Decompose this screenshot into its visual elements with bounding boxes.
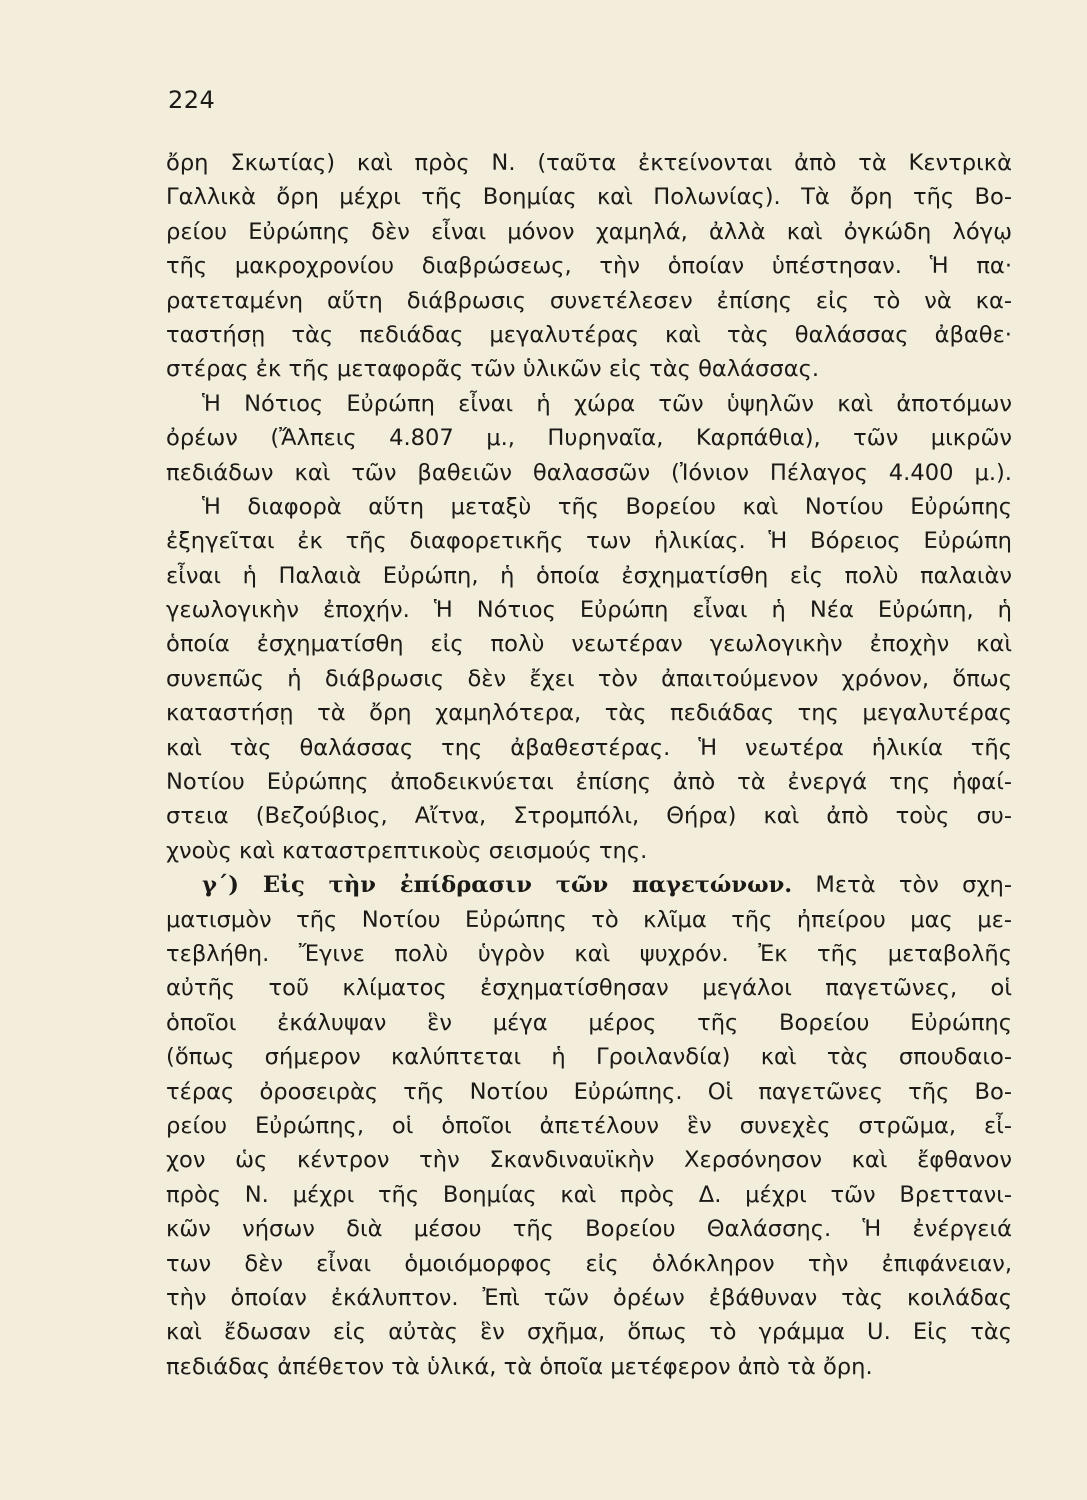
text-line-content: χον ὡς κέντρον τὴν Σκανδιναυϊκὴν Χερσόνησον καὶ ἔφθανον [166,1147,1012,1174]
text-line-content: ταστήσῃ τὰς πεδιάδας μεγαλυτέρας καὶ τὰς θαλάσσας ἀβαθε· [166,321,1012,348]
text-line-content: ρείου Εὐρώπης, οἱ ὁποῖοι ἀπετέλουν ἓν συνεχὲς στρῶμα, εἶ- [166,1112,1012,1139]
text-line-content: Γαλλικὰ ὄρη μέχρι τῆς Βοημίας καὶ Πολωνίας). Τὰ ὄρη τῆς Βο- [166,184,1012,211]
text-line-content: (ὅπως σήμερον καλύπτεται ἡ Γροιλανδία) καὶ τὰς σπουδαιο- [166,1044,1012,1071]
text-line [166,1109,1012,1143]
text-line [166,1143,1012,1177]
text-line-content: ὄρη Σκωτίας) καὶ πρὸς Ν. (ταῦτα ἐκτείνονται ἀπὸ τὰ Κεντρικὰ [166,150,1012,176]
text-line [166,868,1012,902]
text-line-content: Μετὰ τὸν σχη- [792,872,1012,899]
text-line-content: Νοτίου Εὐρώπης ἀποδεικνύεται ἐπίσης ἀπὸ τὰ ἐνεργά της ἡφαί- [166,769,1012,796]
text-line [166,765,1012,799]
text-line [166,834,1012,868]
text-line [166,1040,1012,1074]
text-line [166,490,1012,524]
text-line [166,627,1012,661]
text-line-content: συνεπῶς ἡ διάβρωσις δὲν ἔχει τὸν ἀπαιτούμενον χρόνον, ὅπως [166,665,1012,692]
text-line-content: χνοὺς καὶ καταστρεπτικοὺς σεισμούς της. [166,837,648,864]
text-line-content: στέρας ἐκ τῆς μεταφορᾶς τῶν ὑλικῶν εἰς τὰς θαλάσσας. [166,356,820,383]
text-line [166,1178,1012,1212]
text-line [166,1315,1012,1349]
text-line [166,593,1012,627]
text-line [166,180,1012,214]
text-line [166,1281,1012,1315]
text-line-content: καὶ τὰς θαλάσσας της ἀβαθεστέρας. Ἡ νεωτέρα ἡλικία τῆς [166,734,1012,761]
page-number: 224 [168,86,216,114]
text-line-content: τῆς μακροχρονίου διαβρώσεως, τὴν ὁποίαν ὑπέστησαν. Ἡ πα· [166,253,1012,280]
text-line-content: πεδιάδας ἀπέθετον τὰ ὑλικά, τὰ ὁποῖα μετέφερον ἀπὸ τὰ ὄρη. [166,1353,873,1380]
text-line-content: στεια (Βεζούβιος, Αἴτνα, Στρομπόλι, Θήρα) καὶ ἀπὸ τοὺς συ- [166,803,1012,830]
text-line-content: τέρας ὀροσειρὰς τῆς Νοτίου Εὐρώπης. Οἱ παγετῶνες τῆς Βο- [166,1078,1012,1105]
text-line [166,456,1012,490]
text-line [166,524,1012,558]
text-line [166,1212,1012,1246]
text-line-content: εἶναι ἡ Παλαιὰ Εὐρώπη, ἡ ὁποία ἐσχηματίσθη εἰς πολὺ παλαιὰν [166,562,1012,589]
text-line [166,215,1012,249]
text-line [166,352,1012,386]
text-line [166,387,1012,421]
text-line-content: των δὲν εἶναι ὁμοιόμορφος εἰς ὁλόκληρον τὴν ἐπιφάνειαν, [166,1250,1012,1277]
text-line [166,318,1012,352]
text-line-content: Ἡ διαφορὰ αὕτη μεταξὺ τῆς Βορείου καὶ Νοτίου Εὐρώπης [202,493,1012,520]
text-line-content: Ἡ Νότιος Εὐρώπη εἶναι ἡ χώρα τῶν ὑψηλῶν καὶ ἀποτόμων [202,390,1012,417]
text-line-content: αὐτῆς τοῦ κλίματος ἐσχηματίσθησαν μεγάλοι παγετῶνες, οἱ [166,975,1012,1002]
text-line [166,1006,1012,1040]
text-line-content: ὀρέων (Ἄλπεις 4.807 μ., Πυρηναῖα, Καρπάθια), τῶν μικρῶν [166,425,1012,452]
body-text [166,146,1012,1384]
text-line [166,1247,1012,1281]
text-line-content: καταστήσῃ τὰ ὄρη χαμηλότερα, τὰς πεδιάδας της μεγαλυτέρας [166,700,1012,727]
text-line-content: ἐξηγεῖται ἐκ τῆς διαφορετικῆς των ἡλικίας. Ἡ Βόρειος Εὐρώπη [166,528,1012,555]
text-line-content: πεδιάδων καὶ τῶν βαθειῶν θαλασσῶν (Ἰόνιον Πέλαγος 4.400 μ.). [166,459,1012,486]
text-line [166,1075,1012,1109]
text-line-content: ὁποῖοι ἐκάλυψαν ἓν μέγα μέρος τῆς Βορείου Εὐρώπης [166,1009,1012,1036]
text-line-content: ματισμὸν τῆς Νοτίου Εὐρώπης τὸ κλῖμα τῆς ἠπείρου μας με- [166,906,1012,933]
text-line-content: ὁποία ἐσχηματίσθη εἰς πολὺ νεωτέραν γεωλογικὴν ἐποχὴν καὶ [166,631,1012,658]
text-line-content: ρατεταμένη αὕτη διάβρωσις συνετέλεσεν ἐπίσης εἰς τὸ νὰ κα- [166,287,1012,314]
text-line-content: τὴν ὁποίαν ἐκάλυπτον. Ἐπὶ τῶν ὀρέων ἐβάθυναν τὰς κοιλάδας [166,1284,1012,1311]
text-line-content: ρείου Εὐρώπης δὲν εἶναι μόνον χαμηλά, ἀλλὰ καὶ ὀγκώδη λόγῳ [166,218,1012,245]
text-line [166,249,1012,283]
text-line [166,799,1012,833]
text-line [166,146,1012,180]
text-line-content: καὶ ἔδωσαν εἰς αὐτὰς ἓν σχῆμα, ὅπως τὸ γράμμα U. Εἰς τὰς [166,1319,1012,1346]
text-line [166,1350,1012,1384]
text-line [166,696,1012,730]
text-line [166,284,1012,318]
text-line-content: τεβλήθη. Ἔγινε πολὺ ὑγρὸν καὶ ψυχρόν. Ἐκ τῆς μεταβολῆς [166,940,1012,967]
text-line [166,559,1012,593]
text-line-content: πρὸς Ν. μέχρι τῆς Βοημίας καὶ πρὸς Δ. μέχρι τῶν Βρεττανι- [166,1181,1012,1208]
section-heading: γ΄) Εἰς τὴν ἐπίδρασιν τῶν παγετώνων. [202,872,793,899]
text-line [166,971,1012,1005]
text-line [166,937,1012,971]
text-line [166,731,1012,765]
text-line-content: κῶν νήσων διὰ μέσου τῆς Βορείου Θαλάσσης. Ἡ ἐνέργειά [166,1216,1012,1243]
text-line [166,662,1012,696]
text-line [166,421,1012,455]
text-line [166,903,1012,937]
text-line-content: γεωλογικὴν ἐποχήν. Ἡ Νότιος Εὐρώπη εἶναι ἡ Νέα Εὐρώπη, ἡ [166,597,1012,624]
